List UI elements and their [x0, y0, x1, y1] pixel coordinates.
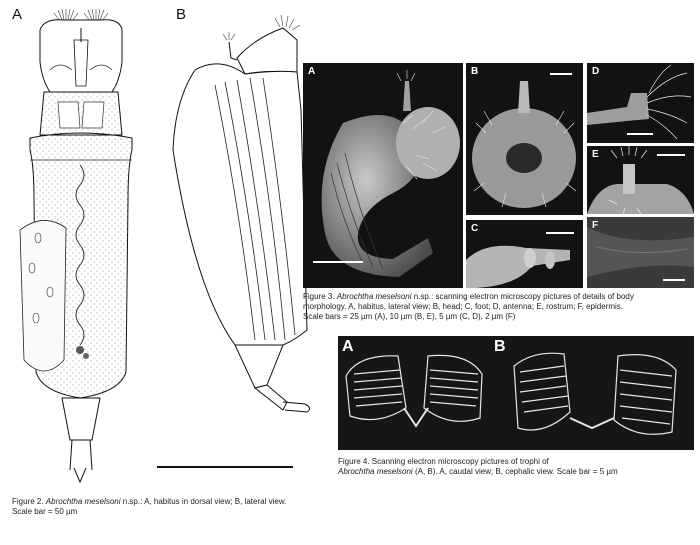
lateral-view-drawing	[155, 0, 325, 440]
fig2-caption	[12, 497, 342, 517]
fig3-f-scale-bar	[663, 279, 685, 281]
fig4-caption-line1: Figure 4. Scanning electron microscopy pictures of trophi of	[338, 457, 549, 466]
fig3-photo-d	[587, 63, 694, 143]
dorsal-view-drawing	[0, 0, 160, 490]
fig2-caption-rest: n.sp.: A, habitus in dorsal view; B, lateral view.	[120, 497, 287, 506]
fig3-photo-e-subject	[587, 146, 694, 214]
fig4-photo	[338, 336, 694, 450]
fig3-photo-b-subject	[466, 63, 583, 215]
fig2-caption-prefix: Figure 2.	[12, 497, 46, 506]
fig3-photo-f-subject	[587, 217, 694, 288]
fig3-c-scale-bar	[546, 232, 574, 234]
fig3-photo-c-subject	[466, 220, 583, 288]
fig2-scale-bar	[157, 466, 293, 468]
fig3-b-scale-bar	[550, 73, 572, 75]
fig4-trophi-drawing	[338, 336, 694, 450]
fig3-photo-a-subject	[303, 63, 463, 288]
fig3-photo-d-subject	[587, 63, 694, 143]
fig4-caption-rest: (A, B). A, caudal view; B, cephalic view. Scale bar = 5 µm	[412, 467, 618, 476]
fig2-panel-a-label: A	[12, 6, 23, 23]
fig3-panel-c-label: C	[471, 223, 479, 234]
fig4-caption-species: Abrochtha meselsoni	[338, 467, 413, 476]
fig2-caption-line2: Scale bar = 50 µm	[12, 507, 78, 516]
fig4-panel-b-label: B	[494, 338, 506, 355]
fig4-panel-a-label: A	[342, 338, 354, 355]
fig3-panel-a-label: A	[308, 66, 316, 77]
fig3-caption-rest: n.sp.: scanning electron microscopy pictures of details of body	[411, 292, 634, 301]
fig3-panel-f-label: F	[592, 220, 599, 231]
fig3-photo-e	[587, 146, 694, 214]
fig3-photo-a	[303, 63, 463, 288]
fig3-e-scale-bar	[657, 154, 685, 156]
fig3-panel-b-label: B	[471, 66, 479, 77]
fig3-caption-line3: Scale bars = 25 µm (A), 10 µm (B, E), 5 µm (C, D), 2 µm (F)	[303, 312, 516, 321]
fig3-caption-line2: morphology. A, habitus, lateral view; B, head; C, foot; D, antenna; E, rostrum; F, epidermis.	[303, 302, 624, 311]
fig4-caption	[338, 457, 694, 477]
fig3-caption-prefix: Figure 3.	[303, 292, 337, 301]
fig3-photo-c	[466, 220, 583, 288]
fig3-caption-species: Abrochtha meselsoni	[336, 292, 412, 301]
fig3-photo-f	[587, 217, 694, 288]
fig3-d-scale-bar	[627, 133, 653, 135]
fig2-panel-b-label: B	[176, 6, 187, 23]
fig3-a-scale-bar	[313, 261, 363, 263]
fig3-photo-b	[466, 63, 583, 215]
fig3-panel-e-label: E	[592, 149, 599, 160]
fig3-panel-d-label: D	[592, 66, 600, 77]
fig3-caption	[303, 292, 695, 322]
fig2-caption-species: Abrochtha meselsoni	[45, 497, 121, 506]
